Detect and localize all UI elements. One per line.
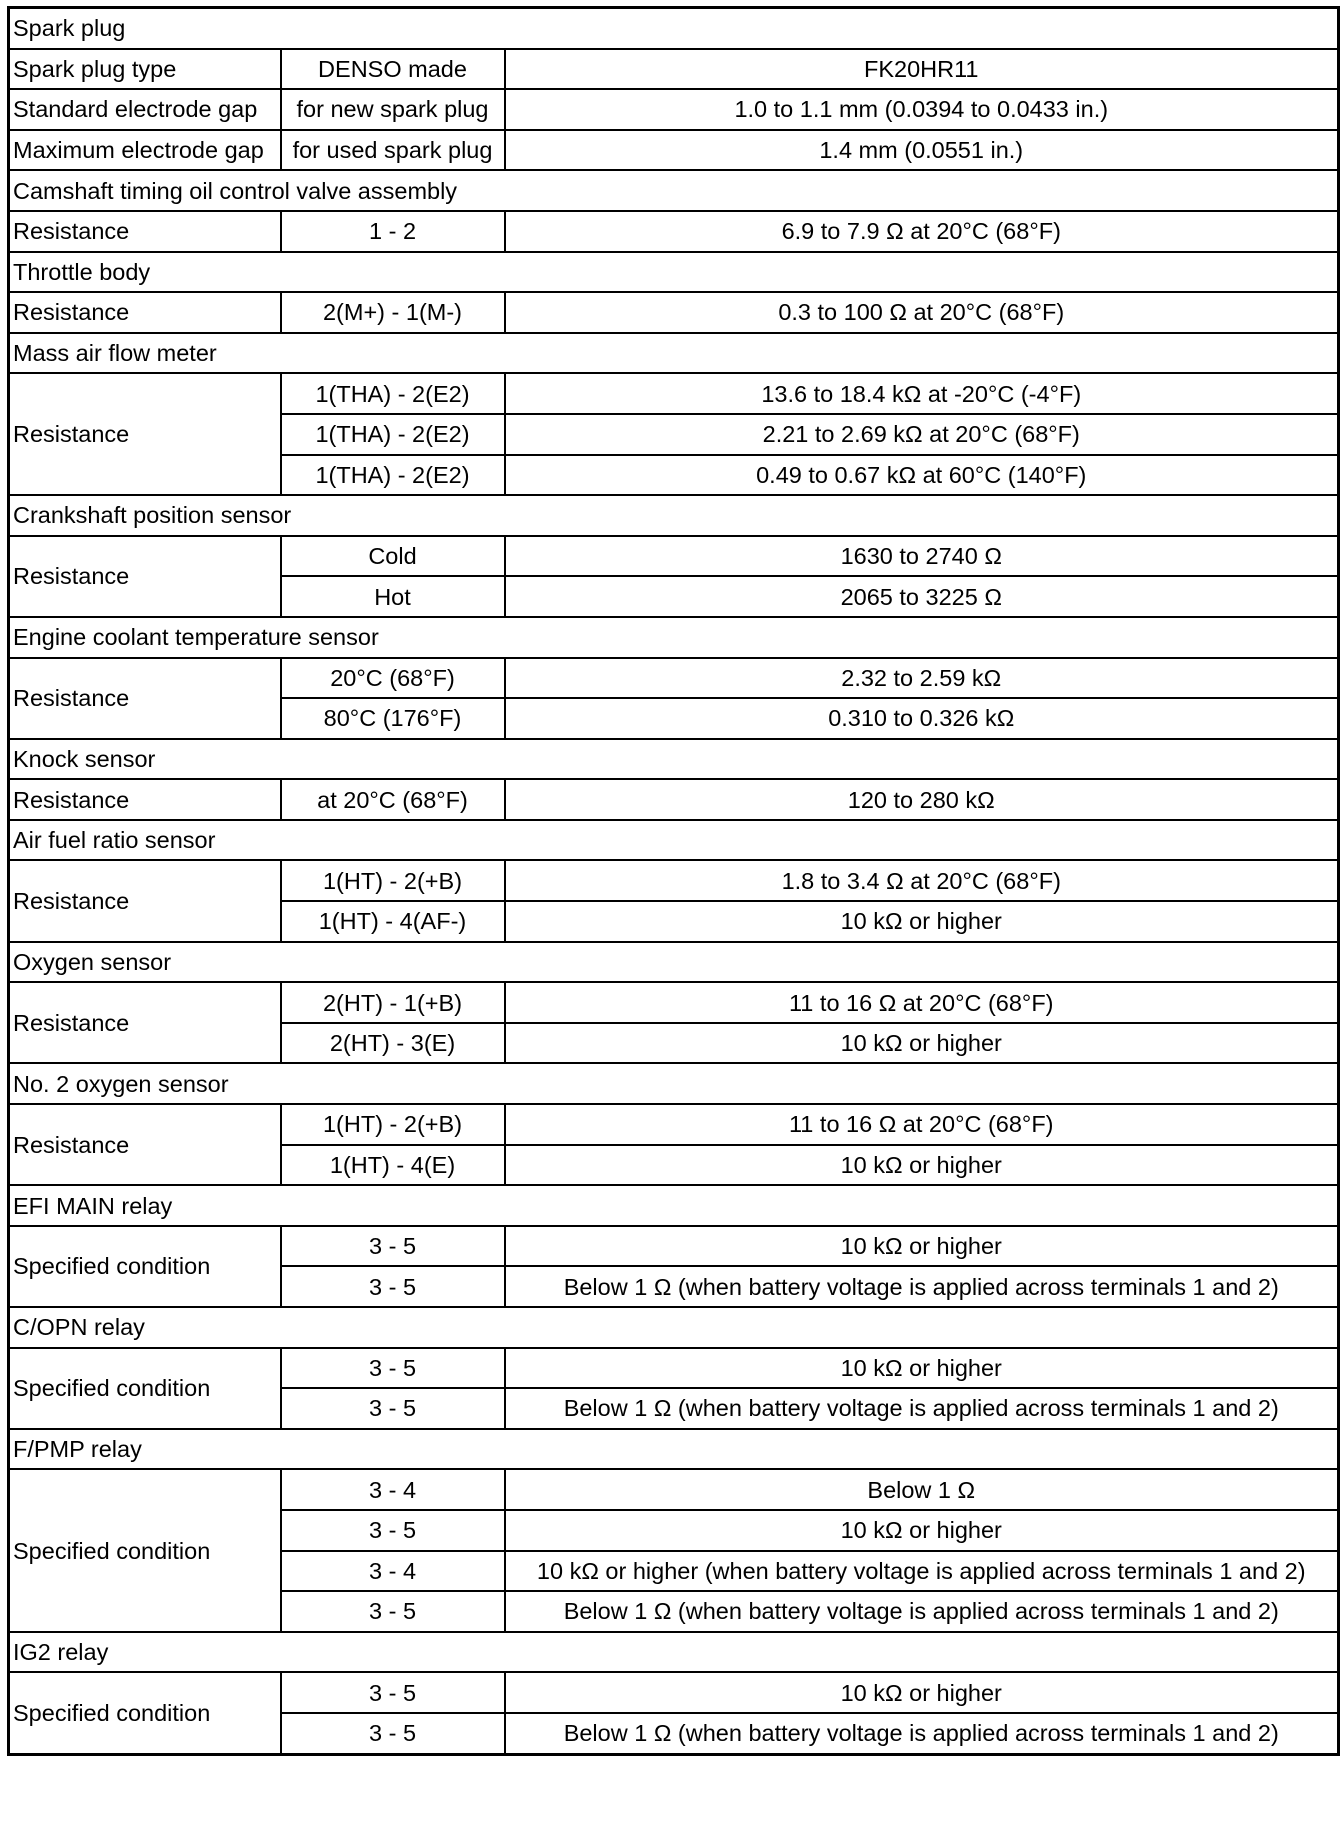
spec-condition: 1 - 2 [281, 211, 505, 252]
spec-condition: 1(HT) - 2(+B) [281, 1104, 505, 1145]
spec-condition: for new spark plug [281, 89, 505, 130]
section-title: Air fuel ratio sensor [9, 820, 1339, 861]
spec-row [9, 130, 1339, 171]
section-title: F/PMP relay [9, 1429, 1339, 1470]
section-title: C/OPN relay [9, 1307, 1339, 1348]
spec-value: 120 to 280 kΩ [505, 779, 1339, 820]
spec-label: Resistance [9, 1104, 281, 1185]
spec-value: 2065 to 3225 Ω [505, 576, 1339, 617]
spec-value: 1.4 mm (0.0551 in.) [505, 130, 1339, 171]
spec-label: Resistance [9, 211, 281, 252]
spec-value: 10 kΩ or higher [505, 1023, 1339, 1064]
section-header-row [9, 8, 1339, 49]
section-header-row [9, 1063, 1339, 1104]
spec-value: Below 1 Ω [505, 1469, 1339, 1510]
spec-label: Standard electrode gap [9, 89, 281, 130]
spec-row [9, 89, 1339, 130]
spec-value: Below 1 Ω (when battery voltage is applied across terminals 1 and 2) [505, 1713, 1339, 1754]
section-title: Engine coolant temperature sensor [9, 617, 1339, 658]
spec-value: 10 kΩ or higher [505, 1672, 1339, 1713]
spec-value: 10 kΩ or higher [505, 1226, 1339, 1267]
spec-condition: 1(THA) - 2(E2) [281, 414, 505, 455]
spec-condition: 3 - 5 [281, 1591, 505, 1632]
spec-value: 0.310 to 0.326 kΩ [505, 698, 1339, 739]
section-title: IG2 relay [9, 1632, 1339, 1673]
spec-condition: 80°C (176°F) [281, 698, 505, 739]
section-title: EFI MAIN relay [9, 1185, 1339, 1226]
spec-value: 13.6 to 18.4 kΩ at -20°C (-4°F) [505, 373, 1339, 414]
spec-condition: 1(HT) - 4(AF-) [281, 901, 505, 942]
spec-condition: 20°C (68°F) [281, 658, 505, 699]
spec-value: 10 kΩ or higher (when battery voltage is applied across terminals 1 and 2) [505, 1551, 1339, 1592]
spec-condition: DENSO made [281, 49, 505, 90]
spec-condition: for used spark plug [281, 130, 505, 171]
spec-row [9, 982, 1339, 1023]
spec-value: 10 kΩ or higher [505, 1145, 1339, 1186]
spec-condition: 3 - 5 [281, 1388, 505, 1429]
spec-condition: 3 - 5 [281, 1226, 505, 1267]
section-title: Crankshaft position sensor [9, 495, 1339, 536]
spec-label: Resistance [9, 658, 281, 739]
section-title: Throttle body [9, 252, 1339, 293]
spec-value: 10 kΩ or higher [505, 901, 1339, 942]
spec-label: Resistance [9, 536, 281, 617]
spec-condition: 3 - 5 [281, 1348, 505, 1389]
spec-value: FK20HR11 [505, 49, 1339, 90]
spec-condition: 1(HT) - 4(E) [281, 1145, 505, 1186]
section-header-row [9, 1429, 1339, 1470]
spec-row [9, 1104, 1339, 1145]
spec-row [9, 49, 1339, 90]
spec-label: Specified condition [9, 1672, 281, 1754]
section-header-row [9, 820, 1339, 861]
spec-value: Below 1 Ω (when battery voltage is applied across terminals 1 and 2) [505, 1388, 1339, 1429]
section-header-row [9, 1632, 1339, 1673]
spec-row [9, 211, 1339, 252]
section-header-row [9, 942, 1339, 983]
spec-row [9, 373, 1339, 414]
spec-row [9, 860, 1339, 901]
spec-label: Maximum electrode gap [9, 130, 281, 171]
spec-value: 1.0 to 1.1 mm (0.0394 to 0.0433 in.) [505, 89, 1339, 130]
spec-condition: 2(M+) - 1(M-) [281, 292, 505, 333]
section-title: Knock sensor [9, 739, 1339, 780]
section-title: No. 2 oxygen sensor [9, 1063, 1339, 1104]
spec-condition: 3 - 5 [281, 1713, 505, 1754]
spec-value: 1630 to 2740 Ω [505, 536, 1339, 577]
spec-value: 2.32 to 2.59 kΩ [505, 658, 1339, 699]
spec-row [9, 1672, 1339, 1713]
spec-condition: 2(HT) - 3(E) [281, 1023, 505, 1064]
section-header-row [9, 1307, 1339, 1348]
spec-label: Specified condition [9, 1348, 281, 1429]
section-title: Camshaft timing oil control valve assembly [9, 170, 1339, 211]
section-title: Spark plug [9, 8, 1339, 49]
spec-condition: 1(THA) - 2(E2) [281, 455, 505, 496]
spec-condition: 3 - 5 [281, 1510, 505, 1551]
spec-condition: 3 - 4 [281, 1469, 505, 1510]
spec-label: Specified condition [9, 1226, 281, 1307]
spec-row [9, 536, 1339, 577]
spec-value: 1.8 to 3.4 Ω at 20°C (68°F) [505, 860, 1339, 901]
spec-value: 11 to 16 Ω at 20°C (68°F) [505, 1104, 1339, 1145]
spec-condition: Cold [281, 536, 505, 577]
spec-row [9, 658, 1339, 699]
spec-condition: 3 - 4 [281, 1551, 505, 1592]
spec-value: 11 to 16 Ω at 20°C (68°F) [505, 982, 1339, 1023]
section-title: Mass air flow meter [9, 333, 1339, 374]
spec-label: Resistance [9, 779, 281, 820]
spec-label: Resistance [9, 860, 281, 941]
spec-value: 2.21 to 2.69 kΩ at 20°C (68°F) [505, 414, 1339, 455]
spec-condition: 2(HT) - 1(+B) [281, 982, 505, 1023]
spec-condition: at 20°C (68°F) [281, 779, 505, 820]
section-title: Oxygen sensor [9, 942, 1339, 983]
spec-condition: 1(HT) - 2(+B) [281, 860, 505, 901]
spec-value: Below 1 Ω (when battery voltage is applied across terminals 1 and 2) [505, 1266, 1339, 1307]
spec-row [9, 1348, 1339, 1389]
spec-value: 6.9 to 7.9 Ω at 20°C (68°F) [505, 211, 1339, 252]
spec-condition: Hot [281, 576, 505, 617]
spec-table [7, 6, 1340, 1756]
section-header-row [9, 617, 1339, 658]
spec-condition: 1(THA) - 2(E2) [281, 373, 505, 414]
section-header-row [9, 170, 1339, 211]
spec-row [9, 292, 1339, 333]
spec-value: 0.3 to 100 Ω at 20°C (68°F) [505, 292, 1339, 333]
spec-table-body [9, 8, 1339, 1755]
spec-row [9, 779, 1339, 820]
spec-value: 10 kΩ or higher [505, 1348, 1339, 1389]
spec-row [9, 1469, 1339, 1510]
spec-value: 0.49 to 0.67 kΩ at 60°C (140°F) [505, 455, 1339, 496]
section-header-row [9, 495, 1339, 536]
section-header-row [9, 333, 1339, 374]
section-header-row [9, 739, 1339, 780]
spec-label: Spark plug type [9, 49, 281, 90]
spec-condition: 3 - 5 [281, 1672, 505, 1713]
spec-value: Below 1 Ω (when battery voltage is applied across terminals 1 and 2) [505, 1591, 1339, 1632]
spec-label: Resistance [9, 292, 281, 333]
spec-row [9, 1226, 1339, 1267]
section-header-row [9, 252, 1339, 293]
spec-label: Specified condition [9, 1469, 281, 1631]
spec-condition: 3 - 5 [281, 1266, 505, 1307]
spec-label: Resistance [9, 982, 281, 1063]
spec-value: 10 kΩ or higher [505, 1510, 1339, 1551]
section-header-row [9, 1185, 1339, 1226]
spec-label: Resistance [9, 373, 281, 495]
